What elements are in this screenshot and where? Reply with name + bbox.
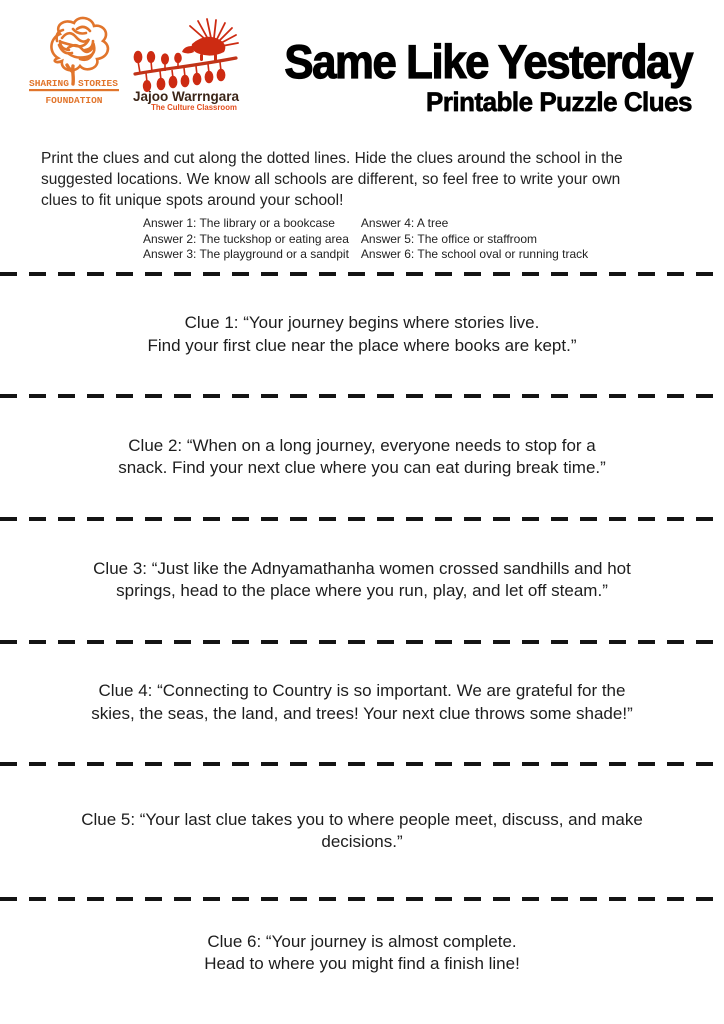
page-header [0, 0, 724, 140]
page-subtitle: Printable Puzzle Clues [426, 87, 692, 117]
clue-text-line: Clue 3: “Just like the Adnyamathanha women crossed sandhills and hot [93, 558, 631, 578]
clue-card-2 [0, 398, 724, 517]
intro-paragraph [41, 148, 684, 211]
intro-line: suggested locations. We know all schools are different, so feel free to write your own [41, 171, 621, 188]
clue-text-line: Clue 5: “Your last clue takes you to where people meet, discuss, and make [81, 809, 643, 829]
clue-card-5 [0, 766, 724, 897]
sharing-stories-foundation-logo-icon [28, 14, 120, 112]
answer-item: Answer 4: A tree [360, 216, 449, 230]
title-block [240, 35, 692, 117]
answer-item: Answer 3: The playground or a sandpit [143, 247, 349, 261]
clue-text-line: Clue 2: “When on a long journey, everyone needs to stop for a [128, 435, 596, 455]
answer-item: Answer 2: The tuckshop or eating area [143, 231, 349, 246]
answer-item: Answer 6: The school oval or running track [360, 247, 589, 261]
clue-text-line: Clue 4: “Connecting to Country is so important. We are grateful for the [98, 681, 626, 700]
clue-text-line: Find your first clue near the place where books are kept.” [147, 335, 577, 355]
clue-card-4 [0, 644, 724, 762]
intro-line: Print the clues and cut along the dotted lines. Hide the clues around the school in the [41, 150, 623, 167]
ssf-word-foundation: FOUNDATION [45, 95, 103, 106]
clue-text-line: decisions.” [321, 832, 403, 851]
answer-key-column-1 [143, 216, 349, 263]
answer-item: Answer 5: The office or staffroom [360, 231, 537, 246]
jajoo-tagline: The Culture Classroom [151, 103, 237, 112]
ssf-word-sharing: SHARING [29, 78, 69, 89]
page-title: Same Like Yesterday [284, 35, 692, 88]
clue-card-6 [0, 901, 724, 1024]
clue-card-1 [0, 276, 724, 394]
clue-text-line: springs, head to the place where you run, play, and let off steam.” [116, 581, 608, 600]
clue-text-line: Head to where you might find a finish line! [204, 954, 520, 973]
jajoo-name: Jajoo Warrngara [132, 89, 240, 104]
clue-text-line: Clue 1: “Your journey begins where stories live. [184, 313, 540, 332]
echidna-body [182, 37, 225, 61]
scribble-tree-crown [51, 18, 108, 70]
ssf-word-stories: STORIES [78, 78, 118, 89]
answer-item: Answer 1: The library or a bookcase [143, 216, 335, 230]
clue-text-line: skies, the seas, the land, and trees! Your next clue throws some shade!” [91, 703, 633, 723]
clue-card-3 [0, 521, 724, 640]
clue-text-line: Clue 6: “Your journey is almost complete. [207, 931, 517, 951]
jajoo-warrngara-logo-icon [132, 14, 240, 112]
clue-text-line: snack. Find your next clue where you can eat during break time.” [118, 458, 606, 477]
intro-line: clues to fit unique spots around your school! [41, 192, 344, 209]
logo-group [28, 14, 240, 112]
answer-key-column-2 [361, 216, 588, 263]
ssf-underline [29, 89, 119, 91]
answer-key [143, 216, 724, 263]
